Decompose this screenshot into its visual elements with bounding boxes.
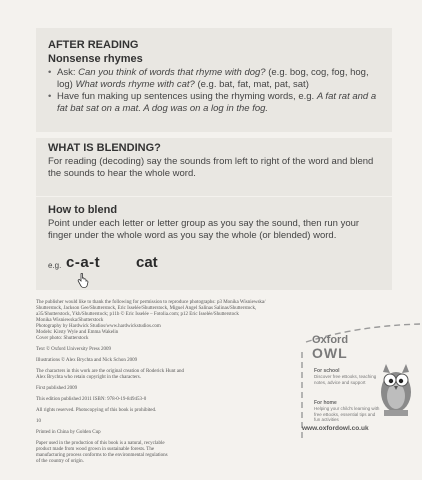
blending-heading: WHAT IS BLENDING? [48, 142, 161, 154]
credits-line: Paper used in the production of this book is a natural, recyclable [36, 441, 165, 446]
how-to-blend-text: Point under each letter or letter group as you say the sound, then run your finger under the whole word as you say the whole (or blended) word. [48, 218, 360, 241]
credits-line: The characters in this work are the original creation of Roderick Hunt and [36, 369, 185, 374]
credits-line: Alex Brychta who retain copyright in the characters. [36, 375, 141, 380]
for-school-block [314, 368, 380, 385]
credits-line: All rights reserved. Photocopying of this book is prohibited. [36, 408, 157, 413]
oxford-owl-url[interactable]: www.oxfordowl.co.uk [302, 425, 369, 432]
credits-line: Printed in China by Golden Cup [36, 430, 101, 435]
blending-text: For reading (decoding) say the sounds from left to right of the word and blend the sounds to hear the whole word. [48, 156, 374, 179]
after-reading-heading: AFTER READING [48, 39, 139, 51]
for-school-heading: For school [314, 368, 340, 374]
credits-line: Models: Kirsty Wyle and Emma Wakelin [36, 330, 119, 335]
oxford-owl-logo-word: OWL [312, 345, 348, 361]
how-to-blend-panel [36, 197, 392, 290]
split-word: c-a-t [66, 254, 101, 271]
credits-line: Photography by Hardwick Studios/www.hardwickstudios.com [36, 324, 161, 329]
list-item: • Have fun making up sentences using the rhyming words, e.g. A fat rat and a fat bat sat on a mat. A dog was on a log in the fog. [48, 91, 382, 114]
pointing-hand-icon [76, 273, 90, 289]
credits-line: Monika Wisniewska/Shutterstock [36, 318, 104, 323]
credits-line: Shutterstock, Jackson Gee/Shutterstock, Eric Isselée/Shutterstock, Miguel Angel Salinas Salinas/Shutterstock, [36, 306, 257, 311]
blending-panel [36, 138, 392, 196]
for-home-block [314, 400, 380, 423]
example-label: e.g. [48, 261, 62, 270]
credits-line: a35/Shutterstock, Ykh/Shutterstock; p11b © Eric Isselée – Fotolia.com; p12 Eric Isselée/Shutterstock [36, 312, 239, 317]
credits-line: This edition published 2011 ISBN: 978-0-19-849453-0 [36, 397, 147, 402]
credits-line: 10 [36, 419, 41, 424]
after-reading-list [48, 67, 382, 115]
how-to-blend-heading: How to blend [48, 204, 118, 216]
credits-line: The publisher would like to thank the following for permission to reproduce photographs: p3 Monika Wisniewska/ [36, 300, 266, 305]
credits-line: Cover photo: Shutterstock [36, 336, 89, 341]
for-home-heading: For home [314, 400, 337, 406]
list-item: • Ask: Can you think of words that rhyme with dog? (e.g. bog, cog, fog, hog, log) What words rhyme with cat? (e.g. bat, fat, mat, pat, sat) [48, 67, 382, 90]
whole-word: cat [136, 254, 158, 271]
credits-line: Illustrations © Alex Brychta and Nick Schon 2009 [36, 358, 138, 363]
credits-line: manufacturing process conforms to the environmental regulations [36, 453, 168, 458]
owl-mascot-icon [376, 358, 416, 418]
publisher-credits [36, 300, 274, 465]
credits-line: of the country of origin. [36, 459, 84, 464]
oxford-owl-panel [296, 322, 422, 442]
credits-line: First published 2009 [36, 386, 78, 391]
after-reading-panel [36, 28, 392, 132]
nonsense-rhymes-heading: Nonsense rhymes [48, 53, 143, 65]
credits-line: Text © Oxford University Press 2009 [36, 347, 111, 352]
oxford-owl-title: Oxford [312, 334, 349, 346]
credits-line: product made from wood grown in sustainable forests. The [36, 447, 155, 452]
for-home-text: Helping your child's learning with free eBooks, essential tips and fun activities [314, 406, 380, 422]
for-school-text: Discover free eBooks, teaching notes, advice and support [314, 374, 377, 385]
